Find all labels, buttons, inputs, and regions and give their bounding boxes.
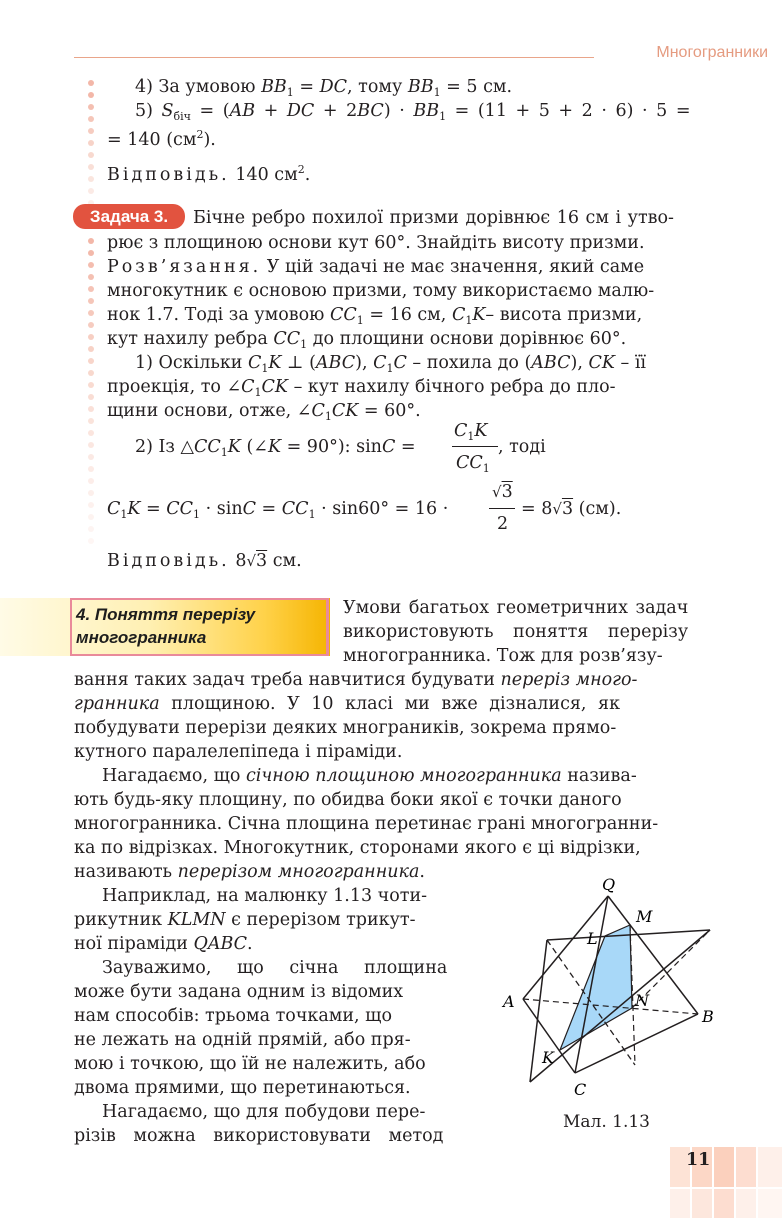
section-p4-line-5: мою і точкою, що їй не належить, або bbox=[74, 1054, 426, 1074]
label-a: A bbox=[503, 992, 515, 1011]
section-p5-line-2: різів можна використовувати метод bbox=[74, 1126, 444, 1146]
task-3-line-4: многокутник є основою призми, тому використаємо малю- bbox=[107, 281, 655, 301]
solution-step-5: 5) $S_{біч} = (AB$ + DC + $2BC) \cdot BB_1 = (11 + 5 + 2 \cdot 6) \cdot 5$ = bbox=[135, 101, 691, 123]
pyramid-section-figure bbox=[490, 870, 730, 1100]
section-p2-line-1: Нагадаємо, що січною площиною многогранника назива- bbox=[102, 766, 637, 786]
section-p4-line-1: Зауважимо, що січна площина bbox=[102, 958, 448, 978]
section-p1-line-5: гранника площиною. У 10 класі ми вже дізналися, як bbox=[74, 694, 621, 714]
answer-1: Відповідь. 140 $см^2$. bbox=[107, 163, 311, 185]
task-3-line-1: Бічне ребро похилої призми дорівнює 16 см і утво- bbox=[193, 208, 674, 228]
label-b: B bbox=[702, 1007, 714, 1026]
fraction-1-bar bbox=[452, 446, 498, 447]
label-k: K bbox=[542, 1048, 554, 1067]
section-p5-line-1: Нагадаємо, що для побудови пере- bbox=[102, 1102, 426, 1122]
solution-result: = 140 $(см^2)$. bbox=[107, 128, 216, 150]
task-3-solution-heading: Розв’язання. У цій задачі не має значення, який саме bbox=[107, 257, 645, 277]
section-p1-line-1: Умови багатьох геометричних задач bbox=[343, 598, 689, 618]
margin-dots-top bbox=[88, 80, 94, 212]
label-q: Q bbox=[602, 875, 616, 894]
fraction-2-denominator: 2 bbox=[497, 514, 509, 534]
section-title: 4. Поняття перерізу многогранника bbox=[76, 605, 256, 647]
section-p2-line-3: многогранника. Січна площина перетинає грані многогранни- bbox=[74, 814, 659, 834]
answer-2: Відповідь. 8√3 см. bbox=[107, 551, 302, 571]
section-p1-line-7: кутного паралелепіпеда і піраміди. bbox=[74, 742, 403, 762]
section-p1-line-4: вання таких задач треба навчитися будувати переріз много- bbox=[74, 670, 638, 690]
label-l: L bbox=[587, 929, 598, 948]
task-3-line-6: кут нахилу ребра $CC_1$ до площини основи дорівнює 60°. bbox=[107, 329, 627, 351]
section-p1-line-3: многогранника. Тож для розв’язу- bbox=[343, 646, 663, 666]
section-p3-line-3: ної піраміди QABC. bbox=[74, 934, 253, 954]
section-p4-line-3: нам способів: трьома точками, що bbox=[74, 1006, 392, 1026]
formula-right: = 8√3 (см). bbox=[521, 499, 622, 519]
task-3-line-9: щини основи, отже, $\angle C_1CK = 60^\circ$. bbox=[107, 401, 421, 423]
section-p4-line-4: не лежать на одній прямій, або пря- bbox=[74, 1030, 411, 1050]
solution-step-4: 4) За умовою $BB_1$ = DC, тому $BB_1 = 5$ см. bbox=[135, 77, 513, 99]
running-header: Многогранники bbox=[656, 44, 768, 61]
section-p1-line-6: побудувати перерізи деяких многраників, зокрема прямо- bbox=[74, 718, 617, 738]
section-p3-line-2: рикутник KLMN є перерізом трикут- bbox=[74, 910, 416, 930]
task-3-line-8: проекція, то $\angle C_1CK$ – кут нахилу бічного ребра до пло- bbox=[107, 377, 616, 399]
fraction-2-bar bbox=[489, 508, 515, 509]
section-p2-line-2: ють будь-яку площину, по обидва боки якої є точки даного bbox=[74, 790, 622, 810]
task-3-line-2: рює з площиною основи кут 60°. Знайдіть висоту призми. bbox=[107, 233, 645, 253]
label-m: M bbox=[636, 907, 653, 926]
label-c: C bbox=[574, 1080, 587, 1099]
fraction-1-numerator: $C_1K$ bbox=[454, 421, 488, 443]
section-p2-line-4: ка по відрізках. Многокутник, сторонами якого є ці відрізки, bbox=[74, 838, 641, 858]
fraction-2-numerator: √3 bbox=[492, 482, 513, 502]
task-3-step-1: 1) Оскільки $C_1K$ ⊥ (ABC), $C_1C$ – похила до (ABC), CK – її bbox=[135, 353, 647, 375]
section-p2-line-5: називають перерізом многогранника. bbox=[74, 862, 425, 882]
label-n: N bbox=[635, 991, 649, 1010]
margin-dots-task bbox=[88, 238, 94, 550]
fraction-1-denominator: $CC_1$ bbox=[456, 453, 490, 475]
section-p3-line-1: Наприклад, на малюнку 1.13 чоти- bbox=[102, 886, 428, 906]
formula-left: $C_1K = CC_1 \cdot \sin C = CC_1 \cdot \sin 60^\circ = 16$ · bbox=[107, 499, 449, 521]
step-2-suffix: , тоді bbox=[498, 437, 546, 457]
task-3-line-5: нок 1.7. Тоді за умовою $CC_1 = 16$ см, $C_1K-$ висота призми, bbox=[107, 305, 643, 327]
page-number: 11 bbox=[686, 1150, 711, 1170]
section-p4-line-6: двома прямими, що перетинаються. bbox=[74, 1078, 411, 1098]
section-p1-line-2: використовують поняття перерізу bbox=[343, 622, 689, 642]
section-p4-line-2: може бути задана одним із відомих bbox=[74, 982, 404, 1002]
task-3-badge: Задача 3. bbox=[73, 204, 185, 229]
task-3-step-2: 2) Із $\triangle CC_1K$ (∠K = 90°): sinC = bbox=[135, 437, 416, 459]
header-rule bbox=[74, 57, 594, 58]
figure-caption: Мал. 1.13 bbox=[563, 1112, 651, 1132]
